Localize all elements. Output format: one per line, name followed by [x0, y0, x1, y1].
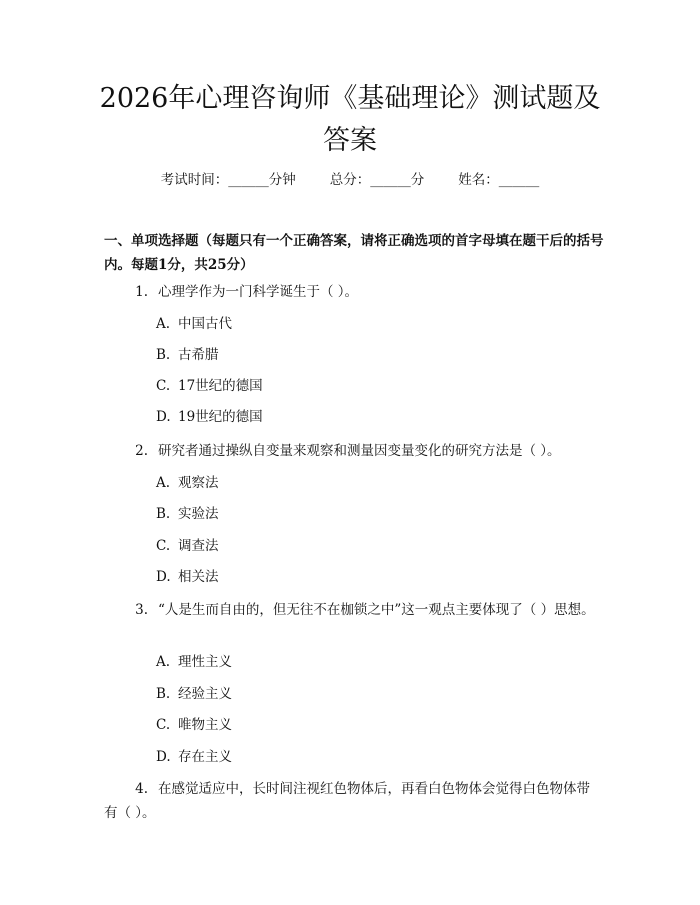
option-letter: D.: [156, 749, 171, 765]
option-text: 唯物主义: [178, 717, 232, 733]
option-letter: C.: [156, 717, 171, 733]
option-letter: A.: [156, 475, 171, 491]
section-heading: 一、单项选择题（每题只有一个正确答案，请将正确选项的首字母填在题干后的括号内。每题1分，共25分）: [104, 233, 604, 273]
option-text: 17世纪的德国: [178, 378, 263, 394]
question-1: [104, 280, 600, 304]
option-letter: B.: [156, 506, 171, 522]
option-letter: B.: [156, 686, 171, 702]
question-3: [104, 598, 600, 622]
question-number: 2.: [135, 443, 148, 459]
total-score-field: 总分：______分: [329, 172, 425, 188]
question-number: 3.: [135, 602, 148, 618]
question-2-option-b: [156, 504, 219, 524]
question-2-option-a: [156, 473, 219, 493]
name-field: 姓名：______: [458, 172, 540, 188]
question-3-option-b: [156, 684, 232, 704]
question-3-option-c: [156, 715, 232, 735]
option-text: 存在主义: [178, 749, 232, 765]
option-text: 古希腊: [178, 347, 219, 363]
question-number: 4.: [135, 781, 148, 797]
question-2-option-c: [156, 536, 219, 556]
question-3-option-a: [156, 652, 232, 672]
option-letter: D.: [156, 409, 171, 425]
question-1-option-d: [156, 407, 263, 427]
option-letter: A.: [156, 654, 171, 670]
option-letter: C.: [156, 538, 171, 554]
option-text: 19世纪的德国: [178, 409, 263, 425]
question-4: [104, 777, 600, 825]
option-letter: B.: [156, 347, 171, 363]
exam-meta: [0, 168, 700, 188]
question-number: 1.: [135, 284, 148, 300]
option-text: 理性主义: [178, 654, 232, 670]
question-3-option-d: [156, 747, 232, 767]
option-letter: D.: [156, 569, 171, 585]
question-text: 研究者通过操纵自变量来观察和测量因变量变化的研究方法是（ ）。: [158, 443, 561, 459]
exam-time-field: 考试时间：______分钟: [160, 172, 296, 188]
question-1-option-b: [156, 345, 219, 365]
question-2: [104, 439, 600, 463]
question-text: “人是生而自由的，但无往不在枷锁之中”这一观点主要体现了（ ）思想。: [158, 602, 595, 618]
option-text: 实验法: [178, 506, 219, 522]
question-text: 心理学作为一门科学诞生于（ ）。: [158, 284, 359, 300]
option-text: 相关法: [178, 569, 219, 585]
question-1-option-a: [156, 314, 232, 334]
page-title: 2026年心理咨询师《基础理论》测试题及答案: [99, 83, 601, 156]
question-2-option-d: [156, 567, 219, 587]
question-1-option-c: [156, 376, 263, 396]
option-text: 观察法: [178, 475, 219, 491]
option-text: 经验主义: [178, 686, 232, 702]
question-text: 在感觉适应中，长时间注视红色物体后，再看白色物体会觉得白色物体带有（ ）。: [104, 781, 590, 821]
option-text: 中国古代: [178, 316, 232, 332]
option-letter: A.: [156, 316, 171, 332]
option-text: 调查法: [178, 538, 219, 554]
option-letter: C.: [156, 378, 171, 394]
